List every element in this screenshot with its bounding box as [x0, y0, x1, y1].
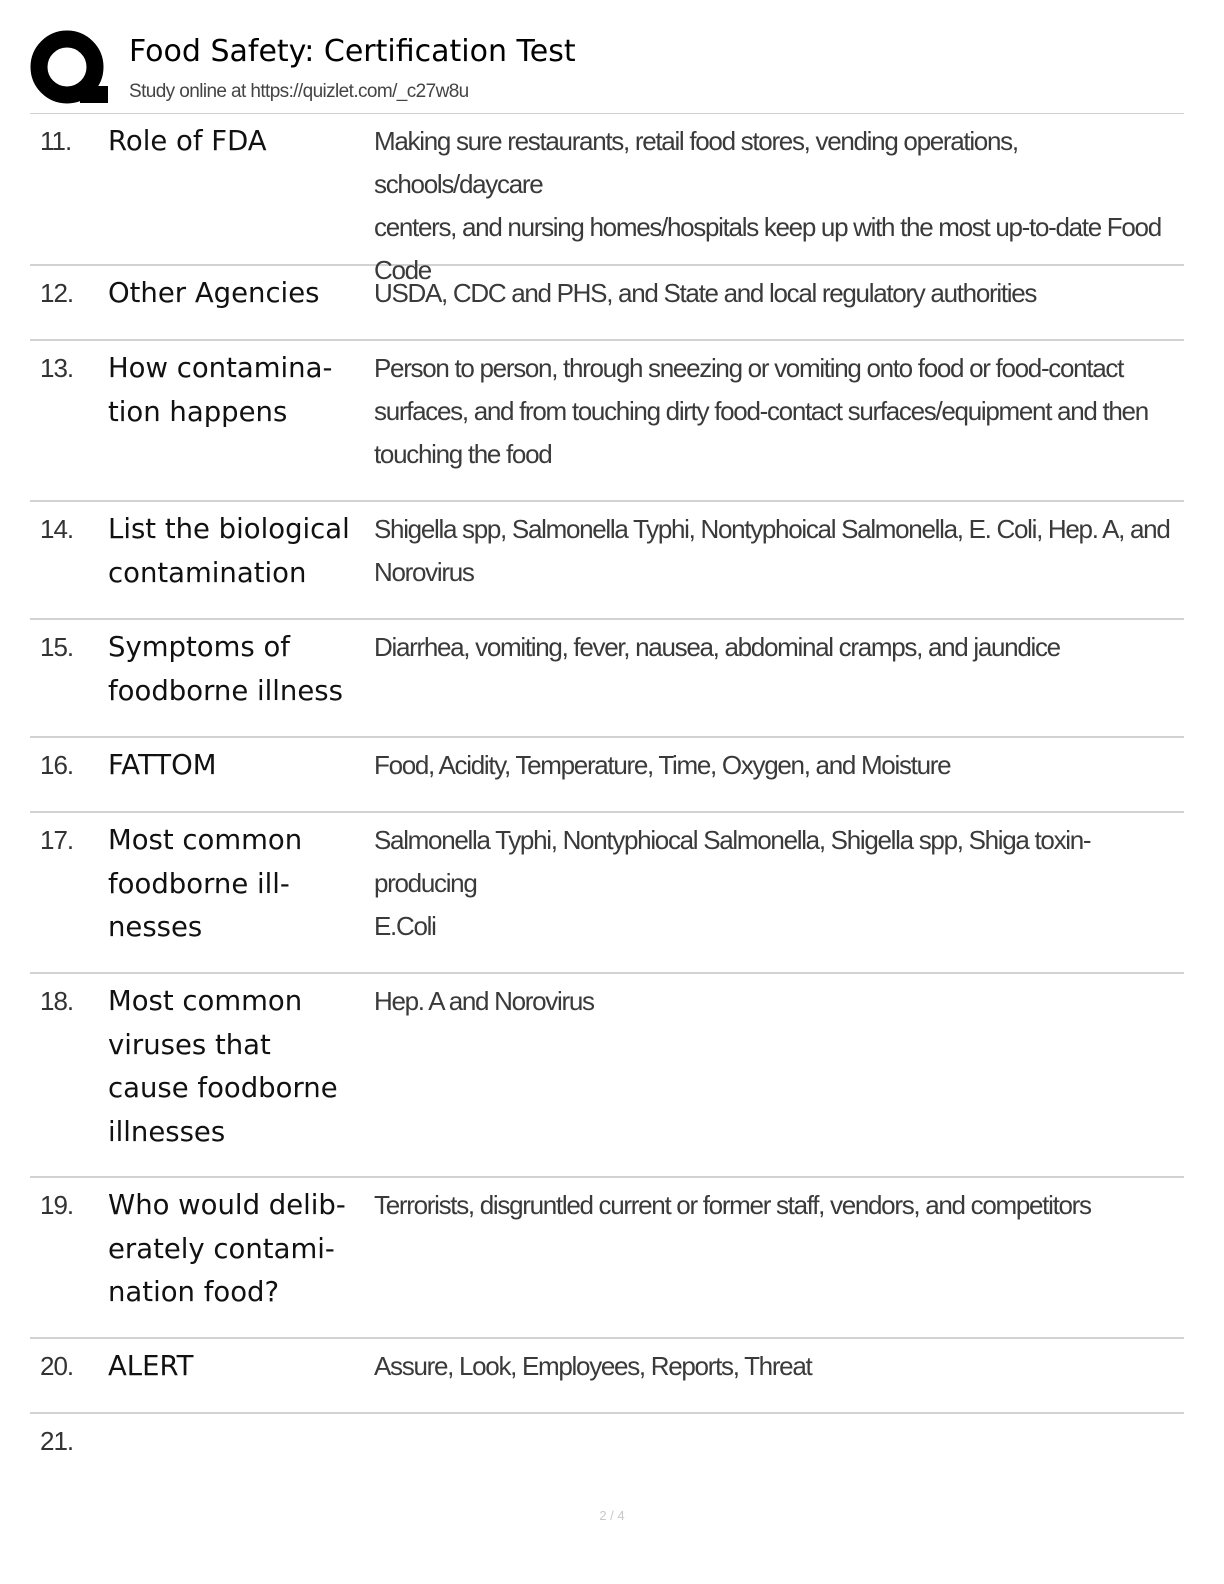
card-number: 19.: [40, 1190, 74, 1220]
card-term: Who would delib- erately contami- nation food?: [108, 1189, 346, 1308]
flashcard-row: [30, 266, 1184, 341]
card-number: 12.: [40, 278, 74, 308]
card-number: 16.: [40, 750, 74, 780]
card-term: Most common foodborne ill- nesses: [108, 824, 303, 943]
quizlet-logo-icon: [30, 30, 110, 110]
card-number: 18.: [40, 986, 74, 1016]
study-online-link-text[interactable]: Study online at https://quizlet.com/_c27w8u: [129, 81, 469, 102]
card-definition: Salmonella Typhi, Nontyphiocal Salmonella, Shigella spp, Shiga toxin-producing E.Coli: [374, 825, 1091, 941]
card-definition: Making sure restaurants, retail food stores, vending operations, schools/daycare centers, and nursing homes/hospitals keep up with the most up-to-date Food Code: [374, 126, 1161, 285]
card-number: 17.: [40, 825, 74, 855]
flashcard-row: [30, 974, 1184, 1178]
card-definition: Food, Acidity, Temperature, Time, Oxygen, and Moisture: [374, 750, 951, 780]
card-number: 21.: [40, 1426, 74, 1456]
flashcard-row: [30, 1414, 1184, 1489]
card-term: Most common viruses that cause foodborne illnesses: [108, 985, 338, 1148]
card-definition: Hep. A and Norovirus: [374, 986, 594, 1016]
card-term: Other Agencies: [108, 277, 320, 309]
flashcard-row: [30, 502, 1184, 620]
flashcard-row: [30, 114, 1184, 285]
card-term: List the biological contamination: [108, 513, 350, 589]
flashcard-row: [30, 341, 1184, 502]
card-number: 13.: [40, 353, 74, 383]
flashcard-row: [30, 620, 1184, 738]
card-term: Symptoms of foodborne illness: [108, 631, 343, 707]
flashcard-row: [30, 813, 1184, 974]
card-definition: Terrorists, disgruntled current or former staff, vendors, and competitors: [374, 1190, 1091, 1220]
card-term: [108, 1414, 374, 1489]
card-term: Role of FDA: [108, 125, 267, 157]
document-title: Food Safety: Certification Test: [129, 34, 576, 69]
card-term: How contamina- tion happens: [108, 352, 333, 428]
card-term: FATTOM: [108, 749, 217, 781]
card-number: 15.: [40, 632, 74, 662]
document-header: [30, 28, 1184, 112]
flashcard-row: [30, 1178, 1184, 1339]
card-definition: Person to person, through sneezing or vomiting onto food or food-contact surfaces, and from touching dirty food-contact surfaces/equipment and then touching the food: [374, 353, 1148, 469]
card-number: 11.: [40, 126, 72, 156]
card-term: ALERT: [108, 1350, 194, 1382]
page-number: 2 / 4: [599, 1508, 625, 1523]
flashcard-row: [30, 738, 1184, 813]
flashcard-list: [30, 114, 1184, 1489]
card-definition: [374, 1414, 1184, 1489]
card-definition: Shigella spp, Salmonella Typhi, Nontyphoical Salmonella, E. Coli, Hep. A, and Norovirus: [374, 514, 1170, 587]
card-number: 14.: [40, 514, 74, 544]
card-definition: Diarrhea, vomiting, fever, nausea, abdominal cramps, and jaundice: [374, 632, 1060, 662]
card-definition: USDA, CDC and PHS, and State and local regulatory authorities: [374, 278, 1037, 308]
flashcard-row: [30, 1339, 1184, 1414]
card-definition: Assure, Look, Employees, Reports, Threat: [374, 1351, 812, 1381]
card-number: 20.: [40, 1351, 74, 1381]
